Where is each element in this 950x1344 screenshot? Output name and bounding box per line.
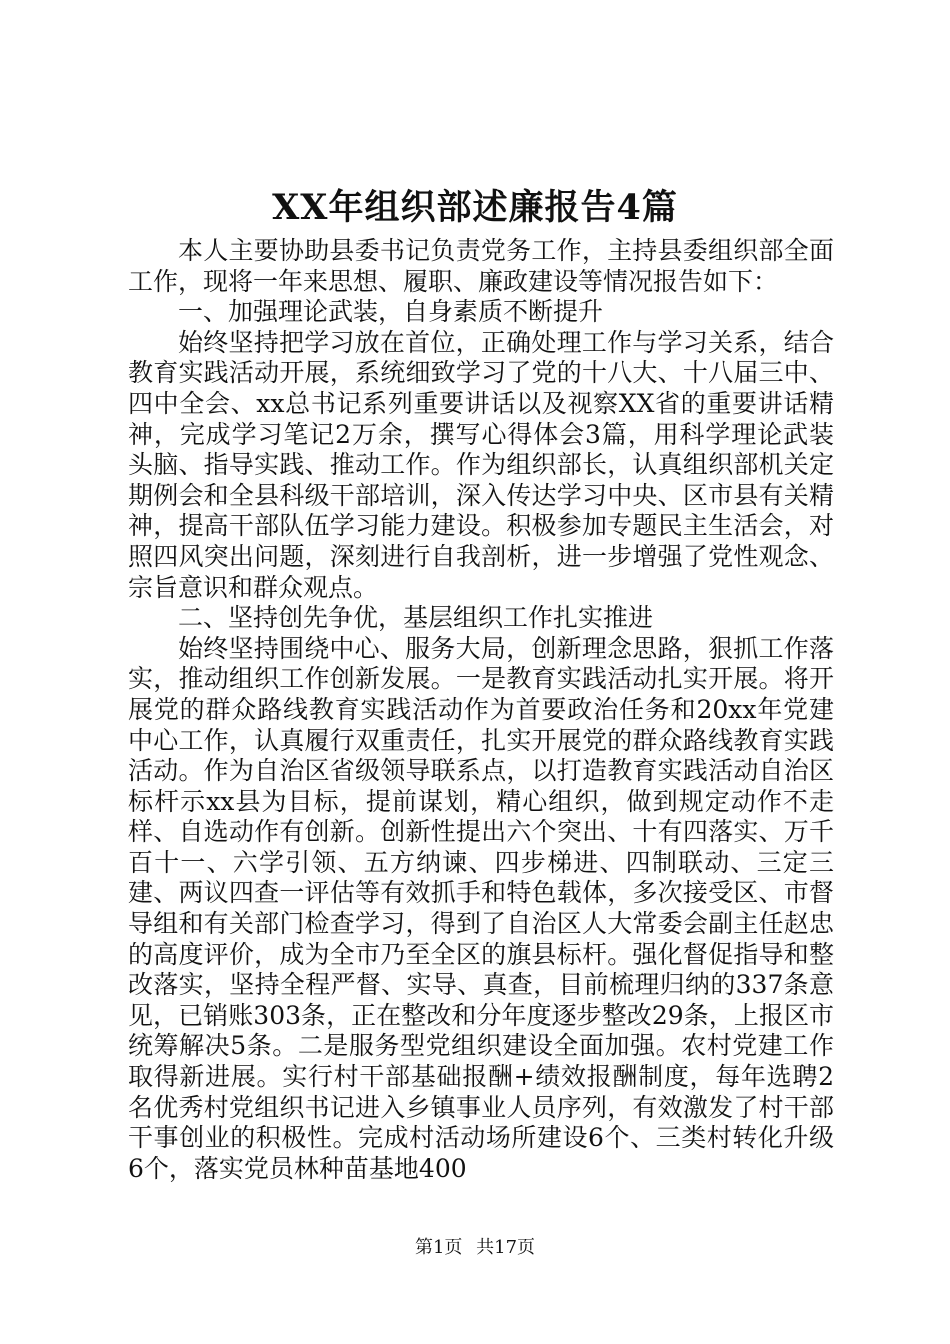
page-total: 共17页 [476,1237,536,1258]
document-body [128,236,834,1184]
section-heading-1: 一、加强理论武装，自身素质不断提升 [178,297,604,327]
page-footer [0,1236,950,1260]
paragraph-section-2: 始终坚持围绕中心、服务大局，创新理念思路，狠抓工作落实，推动组织工作创新发展。一是教育实践活动扎实开展。将开展党的群众路线教育实践活动作为首要政治任务和20xx年党建中心工作，认真履行双重责任，扎实开展党的群众路线教育实践活动。作为自治区省级领导联系点，以打造教育实践活动自治区标杆示xx县为目标，提前谋划，精心组织，做到规定动作不走样、自选动作有创新。创新性提出六个突出、十有四落实、万千百十一、六学引领、五方纳谏、四步梯进、四制联动、三定三建、两议四查一评估等有效抓手和特色载体，多次接受区、市督导组和有关部门检查学习，得到了自治区人大常委会副主任赵忠的高度评价，成为全市乃至全区的旗县标杆。强化督促指导和整改落实，坚持全程严督、实导、真查，目前梳理归纳的337条意见，已销账303条，正在整改和分年度逐步整改29条，上报区市统筹解决5条。二是服务型党组织建设全面加强。农村党建工作取得新进展。实行村干部基础报酬+绩效报酬制度，每年选聘2名优秀村党组织书记进入乡镇事业人员序列，有效激发了村干部干事创业的积极性。完成村活动场所建设6个、三类村转化升级6个，落实党员林种苗基地400 [128,633,834,1183]
paragraph-intro: 本人主要协助县委书记负责党务工作，主持县委组织部全面工作，现将一年来思想、履职、廉政建设等情况报告如下： [128,236,834,296]
document-title: XX年组织部述廉报告4篇 [272,187,678,228]
paragraph-section-1: 始终坚持把学习放在首位，正确处理工作与学习关系，结合教育实践活动开展，系统细致学习了党的十八大、十八届三中、四中全会、xx总书记系列重要讲话以及视察XX省的重要讲话精神，完成学习笔记2万余，撰写心得体会3篇，用科学理论武装头脑、指导实践、推动工作。作为组织部长，认真组织部机关定期例会和全县科级干部培训，深入传达学习中央、区市县有关精神，提高干部队伍学习能力建设。积极参加专题民主生活会，对照四风突出问题，深刻进行自我剖析，进一步增强了党性观念、宗旨意识和群众观点。 [128,327,834,602]
section-heading-2: 二、坚持创先争优，基层组织工作扎实推进 [178,603,654,633]
page-number: 第1页 [414,1237,463,1258]
